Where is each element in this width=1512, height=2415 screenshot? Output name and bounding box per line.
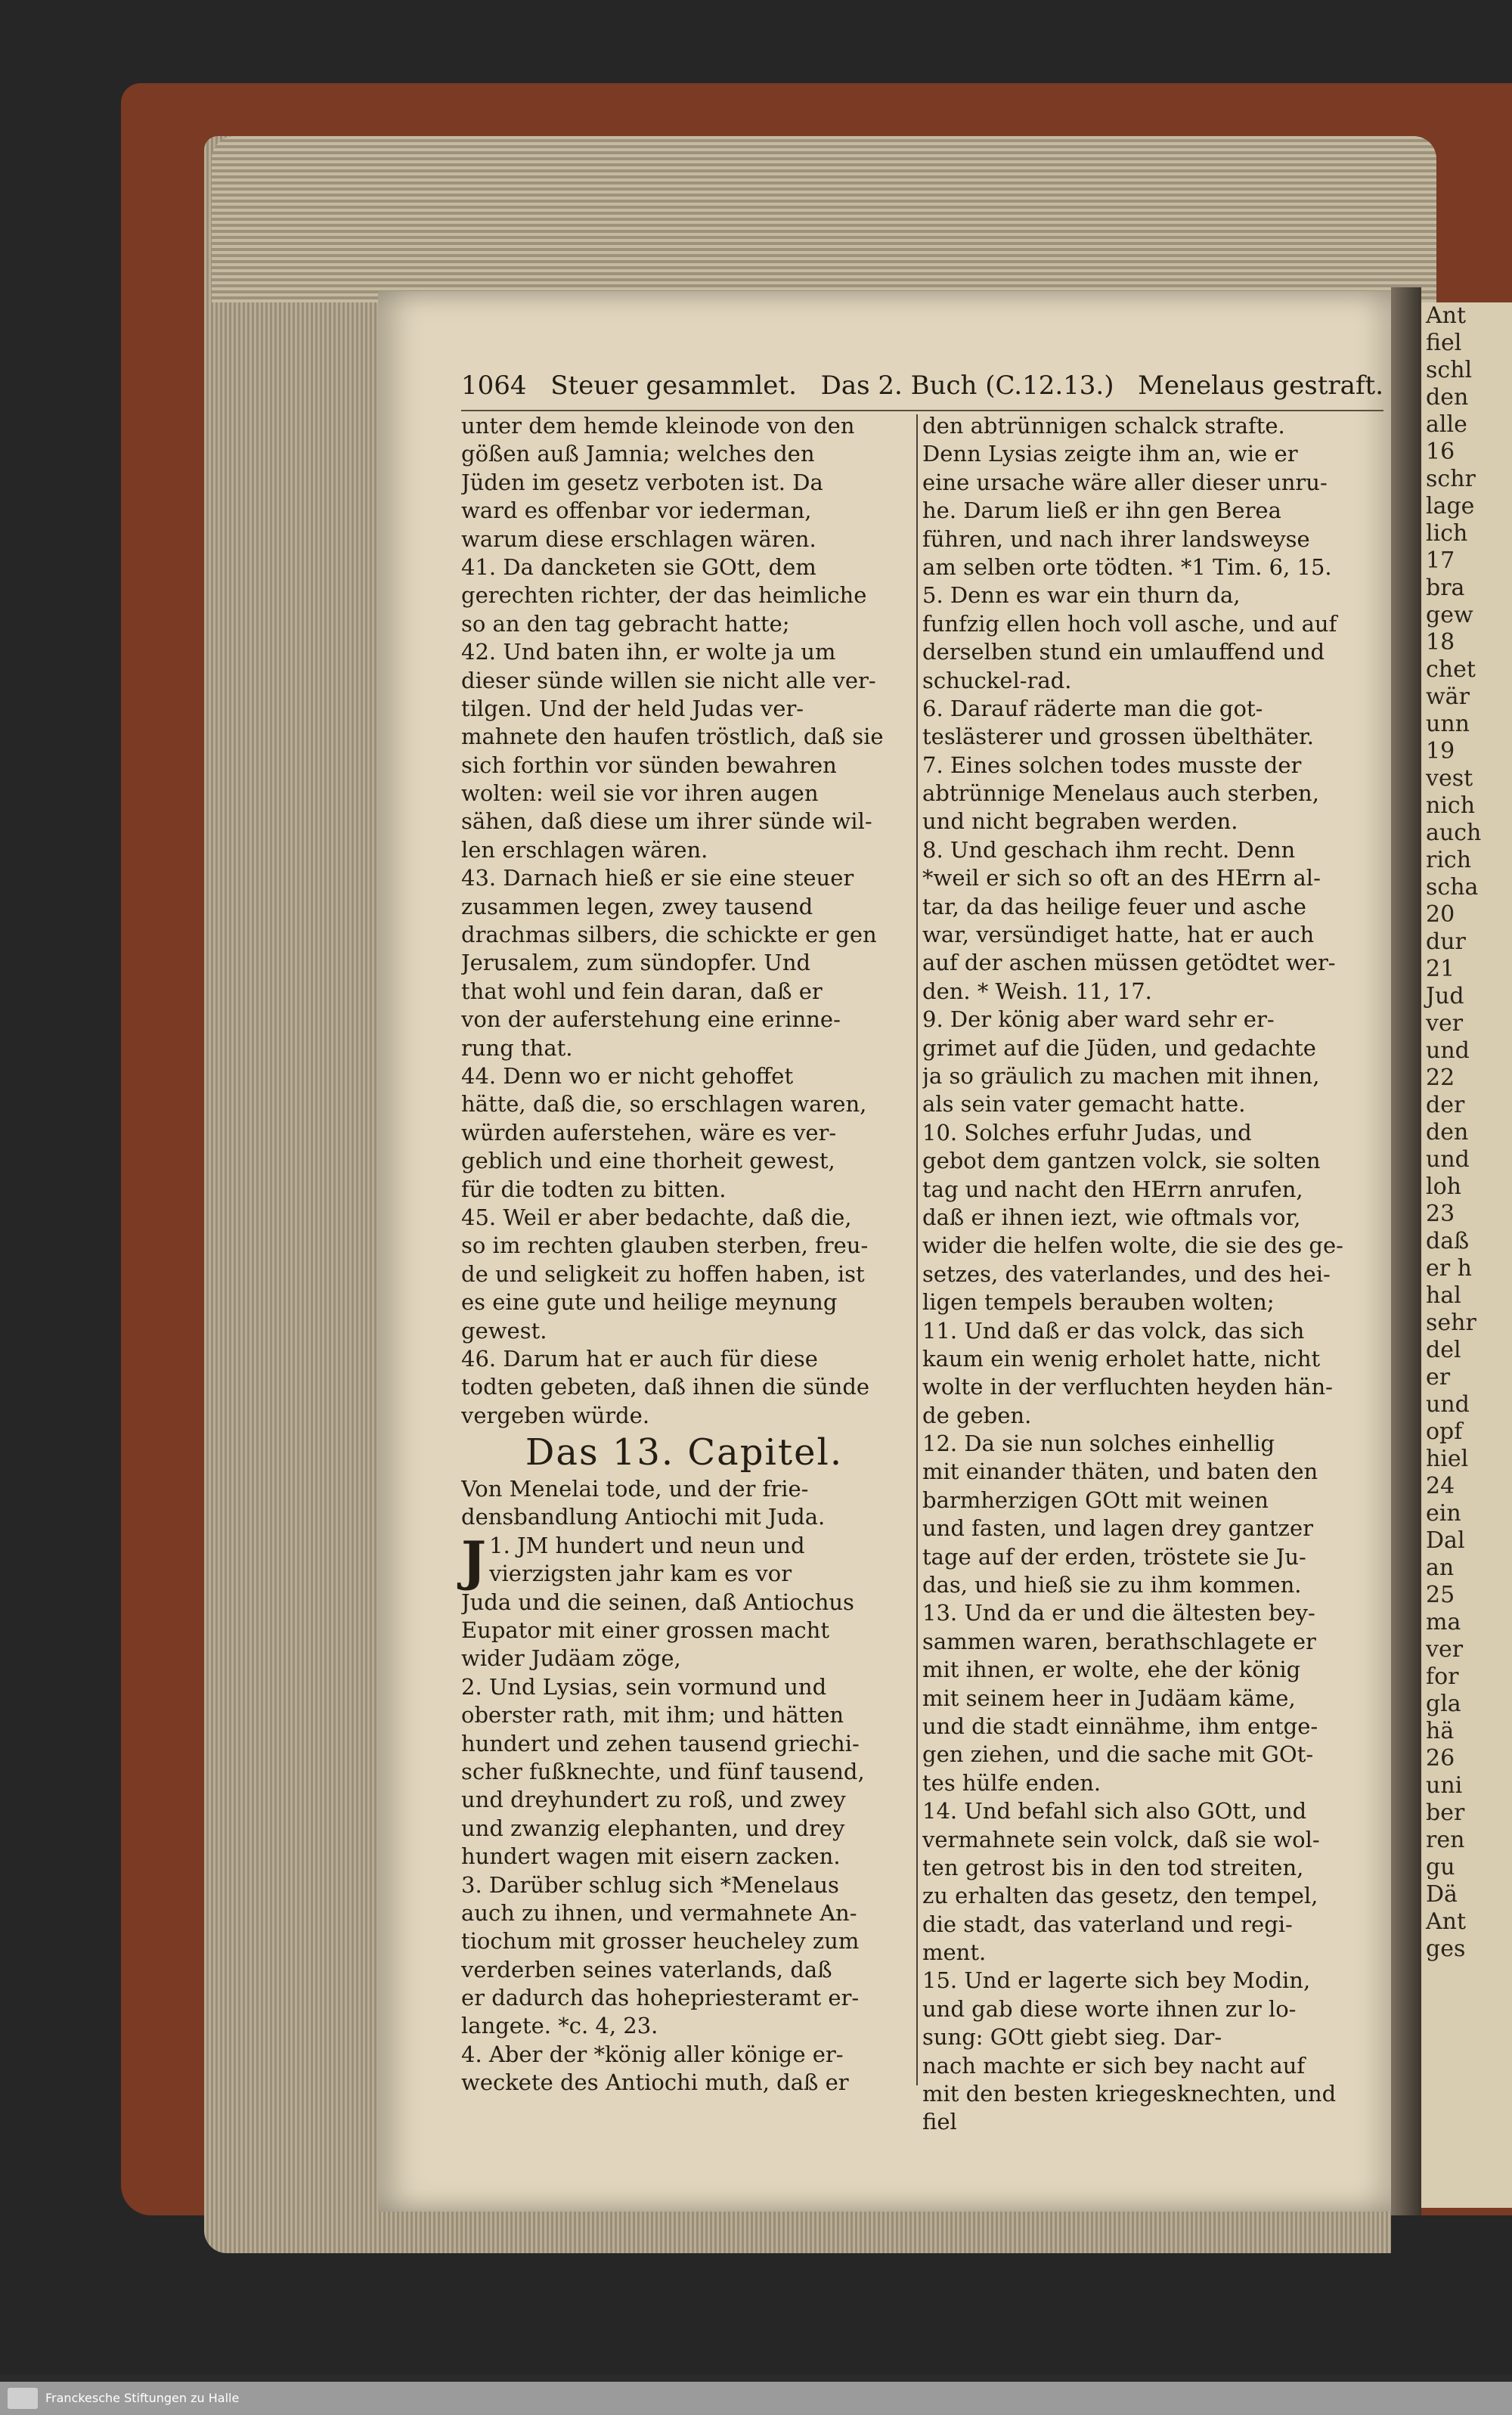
- text-line: weckete des Antiochi muth, daß er: [461, 2069, 849, 2096]
- right-page-fragment: Dal: [1426, 1527, 1465, 1554]
- text-line: barmherzigen GOtt mit weinen: [922, 1487, 1269, 1513]
- right-page-fragment: ren: [1426, 1827, 1465, 1853]
- text-line: und fasten, und lagen drey gantzer: [922, 1515, 1313, 1542]
- right-page-fragment: er h: [1426, 1255, 1472, 1282]
- text-line: wolte in der verfluchten heyden hän-: [922, 1374, 1333, 1400]
- right-page-fragment: sehr: [1426, 1310, 1476, 1336]
- text-line: tag und nacht den HErrn anrufen,: [922, 1176, 1303, 1202]
- text-line: grimet auf die Jüden, und gedachte: [922, 1034, 1316, 1061]
- text-line: wider die helfen wolte, die sie des ge-: [922, 1232, 1343, 1259]
- text-line: 4. Aber der *könig aller könige er-: [461, 2041, 844, 2067]
- right-page-fragment: del: [1426, 1337, 1461, 1363]
- text-line: mit seinem heer in Judäam käme,: [922, 1685, 1296, 1711]
- text-line: setzes, des vaterlandes, und des hei-: [922, 1260, 1331, 1287]
- text-line: scher fußknechte, und fünf tausend,: [461, 1758, 865, 1784]
- text-line: es eine gute und heilige meynung: [461, 1289, 838, 1316]
- text-line: und nicht begraben werden.: [922, 808, 1238, 835]
- right-page-fragment: ges: [1426, 1936, 1466, 1962]
- text-line: sähen, daß diese um ihrer sünde wil-: [461, 808, 872, 835]
- right-page-fragment: hal: [1426, 1282, 1461, 1309]
- right-page-fragment: for: [1426, 1663, 1459, 1690]
- right-page-fragment: alle: [1426, 411, 1467, 438]
- text-line: tilgen. Und der held Judas ver-: [461, 695, 804, 721]
- text-line: drachmas silbers, die schickte er gen: [461, 922, 877, 948]
- text-line: hundert und zehen tausend griechi-: [461, 1730, 860, 1756]
- text-line: hätte, daß die, so erschlagen waren,: [461, 1091, 867, 1118]
- text-line: fiel: [922, 2109, 957, 2135]
- right-page-fragment: den: [1426, 384, 1469, 411]
- text-line: 46. Darum hat er auch für diese: [461, 1345, 818, 1372]
- text-line: funfzig ellen hoch voll asche, und auf: [922, 610, 1337, 637]
- right-page-fragment: 17: [1426, 547, 1455, 574]
- page-number: 1064: [461, 370, 527, 401]
- text-line: len erschlagen wären.: [461, 836, 708, 863]
- right-page-fragment: ver: [1426, 1010, 1464, 1037]
- right-page-fragment: dur: [1426, 928, 1466, 955]
- right-page-fragment: ma: [1426, 1609, 1461, 1635]
- text-line: sich forthin vor sünden bewahren: [461, 752, 837, 778]
- text-line: ja so gräulich zu machen mit ihnen,: [922, 1062, 1320, 1089]
- text-line: oberster rath, mit ihm; und hätten: [461, 1702, 844, 1728]
- text-line: am selben orte tödten. *1 Tim. 6, 15.: [922, 553, 1332, 580]
- text-line: 9. Der könig aber ward sehr er-: [922, 1006, 1275, 1033]
- text-line: die stadt, das vaterland und regi-: [922, 1911, 1293, 1937]
- right-page-fragment: daß: [1426, 1228, 1470, 1254]
- text-line: mahnete den haufen tröstlich, daß sie: [461, 724, 884, 750]
- right-page-fragment: 16: [1426, 439, 1455, 465]
- right-page-fragment: hä: [1426, 1718, 1455, 1744]
- text-line: und zwanzig elephanten, und drey: [461, 1815, 845, 1841]
- text-line: auch zu ihnen, und vermahnete An-: [461, 1899, 857, 1926]
- right-page-fragment: vest: [1426, 765, 1473, 792]
- right-page-fragment: den: [1426, 1119, 1469, 1145]
- right-page-fragment: Ant: [1426, 1908, 1467, 1935]
- text-line: dieser sünde willen sie nicht alle ver-: [461, 667, 876, 693]
- text-line: führen, und nach ihrer landsweyse: [922, 525, 1310, 552]
- right-page-fragment: an: [1426, 1555, 1455, 1581]
- text-line: 5. Denn es war ein thurn da,: [922, 582, 1241, 609]
- text-line: gößen auß Jamnia; welches den: [461, 441, 815, 467]
- text-line: das, und hieß sie zu ihm kommen.: [922, 1572, 1302, 1598]
- right-page-fragment: lich: [1426, 520, 1468, 547]
- right-page-fragment: er: [1426, 1364, 1451, 1390]
- text-line: eine ursache wäre aller dieser unru-: [922, 469, 1328, 495]
- text-line: den. * Weish. 11, 17.: [922, 978, 1152, 1004]
- text-line: sung: GOtt giebt sieg. Dar-: [922, 2024, 1222, 2051]
- text-line: 10. Solches erfuhr Judas, und: [922, 1119, 1252, 1145]
- text-line: 11. Und daß er das volck, das sich: [922, 1317, 1305, 1344]
- text-line: unter dem hemde kleinode von den: [461, 413, 855, 439]
- right-page-fragment: 21: [1426, 956, 1455, 982]
- text-line: ward es offenbar vor iederman,: [461, 498, 812, 524]
- right-page-fragment: gla: [1426, 1691, 1461, 1717]
- text-line: so an den tag gebracht hatte;: [461, 610, 790, 637]
- right-page-fragment: und: [1426, 1146, 1470, 1173]
- text-line: verderben seines vaterlands, daß: [461, 1956, 832, 1983]
- text-line: todten gebeten, daß ihnen die sünde: [461, 1374, 870, 1400]
- chapter-title: Das 13. Capitel.: [525, 1431, 844, 1474]
- text-line: vergeben würde.: [461, 1402, 650, 1428]
- text-line: Eupator mit einer grossen macht: [461, 1617, 829, 1644]
- text-line: war, versündiget hatte, hat er auch: [922, 922, 1315, 948]
- text-line: ligen tempels berauben wolten;: [922, 1289, 1275, 1316]
- running-header: [461, 370, 1383, 411]
- right-page-fragment: 25: [1426, 1582, 1455, 1608]
- text-line: 14. Und befahl sich also GOtt, und: [922, 1798, 1307, 1824]
- text-line: daß er ihnen iezt, wie oftmals vor,: [922, 1204, 1301, 1230]
- text-line: gewest.: [461, 1317, 547, 1344]
- text-line: er dadurch das hohepriesteramt er-: [461, 1985, 860, 2011]
- right-page-fragment: 18: [1426, 629, 1455, 656]
- book-gutter: [1391, 287, 1421, 2215]
- text-line: 43. Darnach hieß er sie eine steuer: [461, 865, 854, 891]
- right-page-fragment: wär: [1426, 684, 1470, 710]
- text-line: 1. JM hundert und neun und: [489, 1532, 805, 1558]
- right-page-fragment: rich: [1426, 847, 1472, 873]
- text-line: ment.: [922, 1939, 987, 1966]
- column-divider: [916, 414, 918, 2085]
- drop-cap: J: [461, 1529, 487, 1592]
- text-line: langete. *c. 4, 23.: [461, 2013, 658, 2039]
- left-text-column: [461, 412, 907, 2097]
- text-line: gebot dem gantzen volck, sie solten: [922, 1148, 1321, 1174]
- text-line: derselben stund ein umlauffend und: [922, 639, 1325, 665]
- text-line: Jüden im gesetz verboten ist. Da: [461, 469, 823, 495]
- text-line: 44. Denn wo er nicht gehoffet: [461, 1062, 794, 1089]
- right-page-fragment: unn: [1426, 711, 1470, 737]
- text-line: he. Darum ließ er ihn gen Berea: [922, 498, 1281, 524]
- right-page-fragment: hiel: [1426, 1446, 1469, 1472]
- right-page-fragment: bra: [1426, 575, 1465, 601]
- right-page-fragment: fiel: [1426, 330, 1462, 356]
- text-line: tiochum mit grosser heucheley zum: [461, 1928, 860, 1955]
- text-line: wolten: weil sie vor ihren augen: [461, 780, 819, 807]
- text-line: de geben.: [922, 1402, 1032, 1428]
- right-page-fragment: opf: [1426, 1418, 1463, 1445]
- right-page-fragment: lage: [1426, 493, 1475, 519]
- text-line: auf der aschen müssen getödtet wer-: [922, 950, 1336, 976]
- right-page-fragment: ver: [1426, 1636, 1464, 1663]
- right-page-fragment: auch: [1426, 820, 1482, 846]
- text-line: 42. Und baten ihn, er wolte ja um: [461, 639, 836, 665]
- right-page-fragment: gu: [1426, 1854, 1455, 1880]
- text-line: warum diese erschlagen wären.: [461, 525, 816, 552]
- text-line: wider Judäam zöge,: [461, 1645, 681, 1672]
- text-line: *weil er sich so oft an des HErrn al-: [922, 865, 1321, 891]
- text-line: so im rechten glauben sterben, freu-: [461, 1232, 869, 1259]
- text-line: als sein vater gemacht hatte.: [922, 1091, 1246, 1118]
- right-page-fragment: loh: [1426, 1173, 1461, 1200]
- right-page-fragment: Dä: [1426, 1881, 1458, 1908]
- right-page-fragment: ein: [1426, 1500, 1461, 1527]
- text-line: und dreyhundert zu roß, und zwey: [461, 1787, 846, 1813]
- running-title-center: Das 2. Buch (C.12.13.): [820, 370, 1114, 401]
- text-line: geblich und eine thorheit gewest,: [461, 1148, 835, 1174]
- text-line: 41. Da dancketen sie GOtt, dem: [461, 553, 816, 580]
- right-text-column: [922, 412, 1368, 2137]
- text-line: von der auferstehung eine erinne-: [461, 1006, 841, 1033]
- right-page-fragment: chet: [1426, 656, 1476, 683]
- text-line: tar, da das heilige feuer und asche: [922, 893, 1306, 919]
- text-line: den abtrünnigen schalck strafte.: [922, 413, 1285, 439]
- text-line: de und seligkeit zu hoffen haben, ist: [461, 1260, 865, 1287]
- text-line: hundert wagen mit eisern zacken.: [461, 1843, 841, 1870]
- right-page-fragment: ber: [1426, 1800, 1465, 1826]
- text-line: 6. Darauf räderte man die got-: [922, 695, 1263, 721]
- chapter-summary-line: Von Menelai tode, und der frie-: [461, 1476, 809, 1502]
- text-line: 2. Und Lysias, sein vormund und: [461, 1673, 827, 1700]
- right-page-fragment: scha: [1426, 874, 1479, 901]
- right-page: [1421, 302, 1512, 2208]
- text-line: mit einander thäten, und baten den: [922, 1459, 1318, 1485]
- text-line: Denn Lysias zeigte ihm an, wie er: [922, 441, 1298, 467]
- right-page-fragment: 23: [1426, 1201, 1455, 1227]
- text-line: nach machte er sich bey nacht auf: [922, 2052, 1306, 2079]
- text-line: 3. Darüber schlug sich *Menelaus: [461, 1871, 839, 1898]
- right-page-fragment: Jud: [1426, 983, 1464, 1009]
- text-line: und gab diese worte ihnen zur lo-: [922, 1995, 1297, 2022]
- text-line: 7. Eines solchen todes musste der: [922, 752, 1302, 778]
- text-line: teslästerer und grossen übelthäter.: [922, 724, 1314, 750]
- text-line: abtrünnige Menelaus auch sterben,: [922, 780, 1319, 807]
- right-page-fragment: und: [1426, 1037, 1470, 1064]
- right-page-fragment: uni: [1426, 1772, 1463, 1799]
- text-line: 15. Und er lagerte sich bey Modin,: [922, 1967, 1311, 1994]
- text-line: würden auferstehen, wäre es ver-: [461, 1119, 837, 1145]
- text-line: rung that.: [461, 1034, 573, 1061]
- text-line: gen ziehen, und die sache mit GOt-: [922, 1741, 1314, 1768]
- text-line: mit den besten kriegesknechten, und: [922, 2081, 1337, 2107]
- right-page-fragment: und: [1426, 1391, 1470, 1418]
- text-line: 13. Und da er und die ältesten bey-: [922, 1600, 1315, 1626]
- running-title-right: Menelaus gestraft.: [1138, 370, 1383, 401]
- institution-logo-icon: [8, 2388, 38, 2409]
- chapter-opening: [461, 1529, 907, 1673]
- right-page-fragment: 19: [1426, 738, 1455, 764]
- chapter-summary-line: densbandlung Antiochi mit Juda.: [461, 1504, 826, 1530]
- right-page-fragment: 26: [1426, 1745, 1455, 1772]
- text-line: 45. Weil er aber bedachte, daß die,: [461, 1204, 852, 1230]
- text-line: gerechten richter, der das heimliche: [461, 582, 867, 609]
- text-line: tage auf der erden, tröstete sie Ju-: [922, 1543, 1306, 1570]
- text-line: vierzigsten jahr kam es vor: [489, 1561, 792, 1587]
- right-page-fragment: 24: [1426, 1473, 1455, 1499]
- text-line: tes hülfe enden.: [922, 1769, 1101, 1796]
- text-line: Jerusalem, zum sündopfer. Und: [461, 950, 811, 976]
- right-page-fragment: nich: [1426, 792, 1476, 819]
- right-page-fragment: Ant: [1426, 302, 1467, 329]
- right-page-fragment: schr: [1426, 466, 1476, 492]
- text-line: vermahnete sein volck, daß sie wol-: [922, 1826, 1320, 1852]
- text-line: für die todten zu bitten.: [461, 1176, 727, 1202]
- text-line: schuckel-rad.: [922, 667, 1072, 693]
- text-line: und die stadt einnähme, ihm entge-: [922, 1713, 1318, 1739]
- right-page-fragment: 20: [1426, 901, 1455, 928]
- footer-label: Franckesche Stiftungen zu Halle: [45, 2391, 240, 2405]
- text-line: 8. Und geschach ihm recht. Denn: [922, 836, 1296, 863]
- text-line: ten getrost bis in den tod streiten,: [922, 1854, 1304, 1880]
- text-line: Juda und die seinen, daß Antiochus: [461, 1589, 854, 1615]
- right-page-fragment: gew: [1426, 602, 1473, 628]
- text-line: zusammen legen, zwey tausend: [461, 893, 813, 919]
- text-line: kaum ein wenig erholet hatte, nicht: [922, 1345, 1321, 1372]
- text-line: zu erhalten das gesetz, den tempel,: [922, 1883, 1318, 1909]
- top-page-edges: [212, 136, 1436, 302]
- running-title-left: Steuer gesammlet.: [550, 370, 797, 401]
- text-line: that wohl und fein daran, daß er: [461, 978, 823, 1004]
- text-line: sammen waren, berathschlagete er: [922, 1628, 1316, 1654]
- text-line: mit ihnen, er wolte, ehe der könig: [922, 1657, 1301, 1683]
- footer-bar: [0, 2382, 1512, 2415]
- right-page-fragment: der: [1426, 1092, 1465, 1118]
- text-line: 12. Da sie nun solches einhellig: [922, 1431, 1275, 1457]
- right-page-fragment: 22: [1426, 1065, 1455, 1091]
- right-page-fragment: schl: [1426, 357, 1473, 383]
